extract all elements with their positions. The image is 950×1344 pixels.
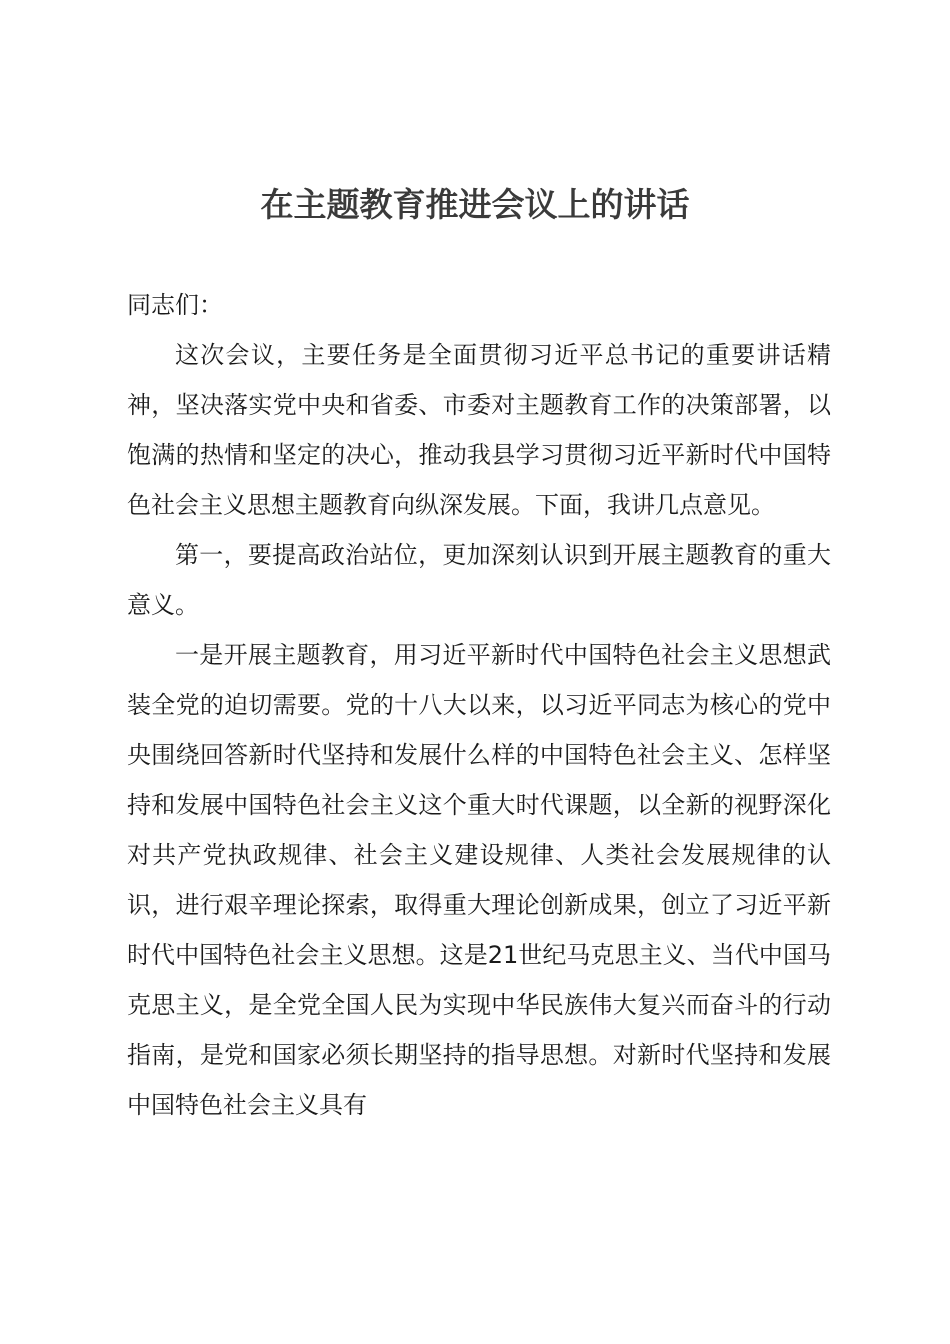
- paragraph-section-one-heading: 第一，要提高政治站位，更加深刻认识到开展主题教育的重大意义。: [127, 541, 831, 619]
- salutation: 同志们：: [127, 291, 223, 319]
- document-body: [127, 280, 831, 1130]
- document-title: 在主题教育推进会议上的讲话: [260, 185, 690, 224]
- paragraph-intro: 这次会议，主要任务是全面贯彻习近平总书记的重要讲话精神，坚决落实党中央和省委、市委对主题教育工作的决策部署，以饱满的热情和坚定的决心，推动我县学习贯彻习近平新时代中国特色社会主义思想主题教育向纵深发展。下面，我讲几点意见。: [127, 341, 831, 519]
- paragraph-point-one: 一是开展主题教育，用习近平新时代中国特色社会主义思想武装全党的迫切需要。党的十八大以来，以习近平同志为核心的党中央围绕回答新时代坚持和发展什么样的中国特色社会主义、怎样坚持和发展中国特色社会主义这个重大时代课题，以全新的视野深化对共产党执政规律、社会主义建设规律、人类社会发展规律的认识，进行艰辛理论探索，取得重大理论创新成果，创立了习近平新时代中国特色社会主义思想。这是21世纪马克思主义、当代中国马克思主义，是全党全国人民为实现中华民族伟大复兴而奋斗的行动指南，是党和国家必须长期坚持的指导思想。对新时代坚持和发展中国特色社会主义具有: [127, 641, 831, 1119]
